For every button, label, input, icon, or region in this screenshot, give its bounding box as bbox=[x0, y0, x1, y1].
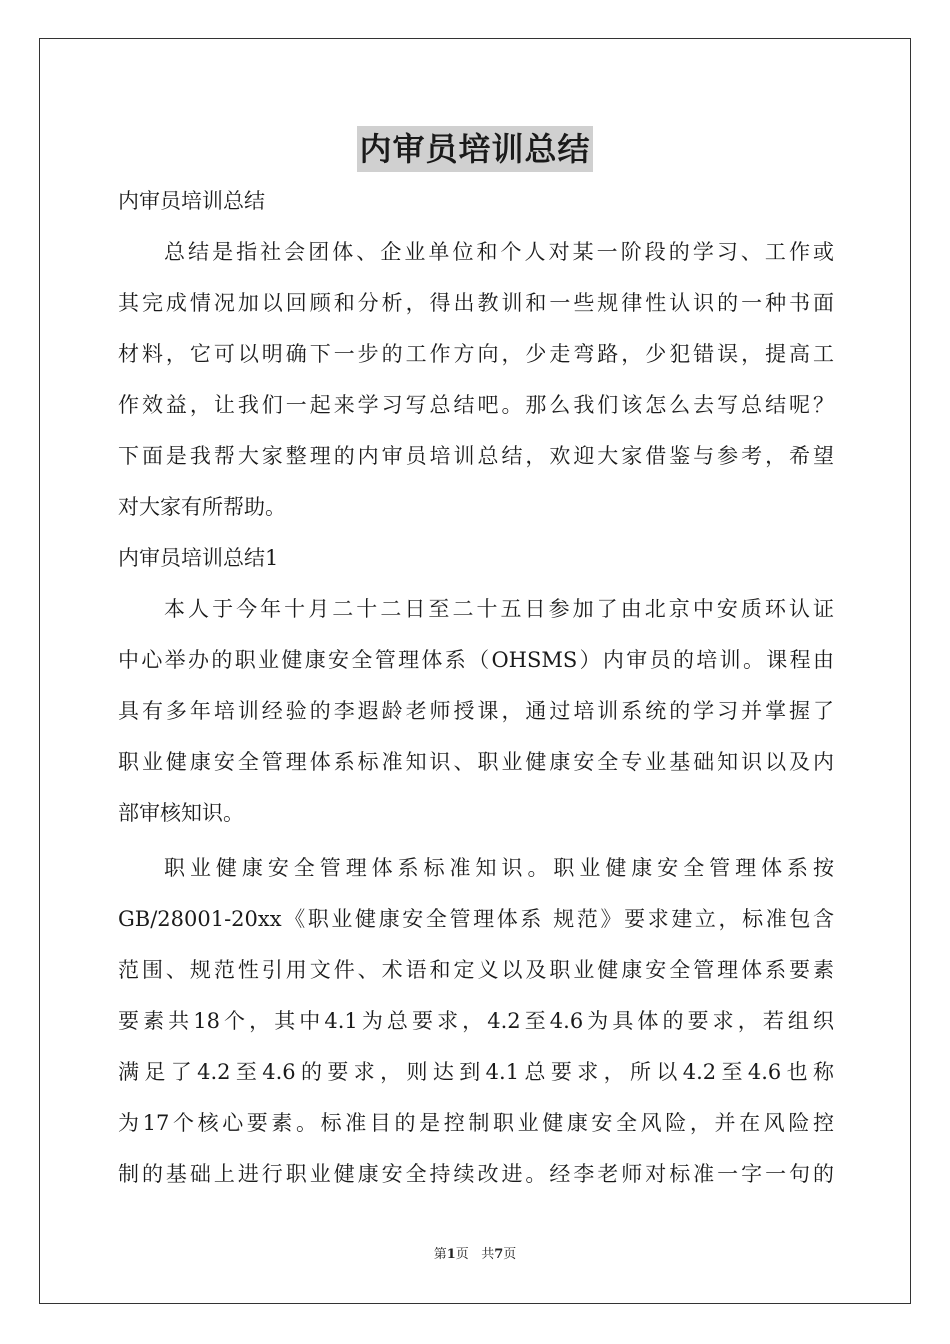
paragraph-1 bbox=[118, 584, 834, 839]
paragraph-line: 总结是指社会团体、企业单位和个人对某一阶段的学习、工作或 bbox=[164, 240, 834, 264]
paragraph-line: 作效益，让我们一起来学习写总结吧。那么我们该怎么去写总结呢？ bbox=[118, 393, 834, 417]
section-heading: 内审员培训总结1 bbox=[118, 546, 279, 570]
document-body bbox=[118, 176, 834, 1200]
paragraph-line: GB/28001-20xx《职业健康安全管理体系 规范》要求建立，标准包含 bbox=[118, 907, 834, 931]
document-subtitle: 内审员培训总结 bbox=[118, 189, 265, 213]
paragraph-line: 部审核知识。 bbox=[118, 801, 244, 825]
paragraph-line: 本人于今年十月二十二日至二十五日参加了由北京中安质环认证 bbox=[164, 597, 834, 621]
paragraph-line: 为17个核心要素。标准目的是控制职业健康安全风险，并在风险控 bbox=[118, 1111, 834, 1135]
total-page-count: 7 bbox=[494, 1247, 504, 1262]
page-footer bbox=[0, 1246, 950, 1264]
paragraph-line: 满足了4.2至4.6的要求，则达到4.1总要求，所以4.2至4.6也称 bbox=[118, 1060, 834, 1084]
paragraph-line: 材料，它可以明确下一步的工作方向，少走弯路，少犯错误，提高工 bbox=[118, 342, 834, 366]
current-page-number: 1 bbox=[446, 1247, 456, 1262]
total-prefix: 共 bbox=[481, 1247, 495, 1262]
paragraph-line: 职业健康安全管理体系标准知识、职业健康安全专业基础知识以及内 bbox=[118, 750, 834, 774]
page-prefix: 第 bbox=[433, 1247, 447, 1262]
paragraph-line: 中心举办的职业健康安全管理体系（OHSMS）内审员的培训。课程由 bbox=[118, 648, 834, 672]
page-suffix: 页 bbox=[455, 1247, 469, 1262]
paragraph-line: 对大家有所帮助。 bbox=[118, 495, 286, 519]
title-area bbox=[0, 126, 950, 172]
paragraph-line: 其完成情况加以回顾和分析，得出教训和一些规律性认识的一种书面 bbox=[118, 291, 834, 315]
total-suffix: 页 bbox=[503, 1247, 517, 1262]
paragraph-line: 具有多年培训经验的李遐龄老师授课，通过培训系统的学习并掌握了 bbox=[118, 699, 834, 723]
paragraph-line: 下面是我帮大家整理的内审员培训总结，欢迎大家借鉴与参考，希望 bbox=[118, 444, 834, 468]
paragraph-line: 范围、规范性引用文件、术语和定义以及职业健康安全管理体系要素 bbox=[118, 958, 834, 982]
document-title: 内审员培训总结 bbox=[357, 126, 592, 172]
paragraph-line: 要素共18个，其中4.1为总要求，4.2至4.6为具体的要求，若组织 bbox=[118, 1009, 834, 1033]
intro-paragraph bbox=[118, 227, 834, 533]
paragraph-line: 制的基础上进行职业健康安全持续改进。经李老师对标准一字一句的 bbox=[118, 1162, 834, 1186]
paragraph-line: 职业健康安全管理体系标准知识。职业健康安全管理体系按 bbox=[164, 856, 834, 880]
paragraph-2 bbox=[118, 843, 834, 1200]
